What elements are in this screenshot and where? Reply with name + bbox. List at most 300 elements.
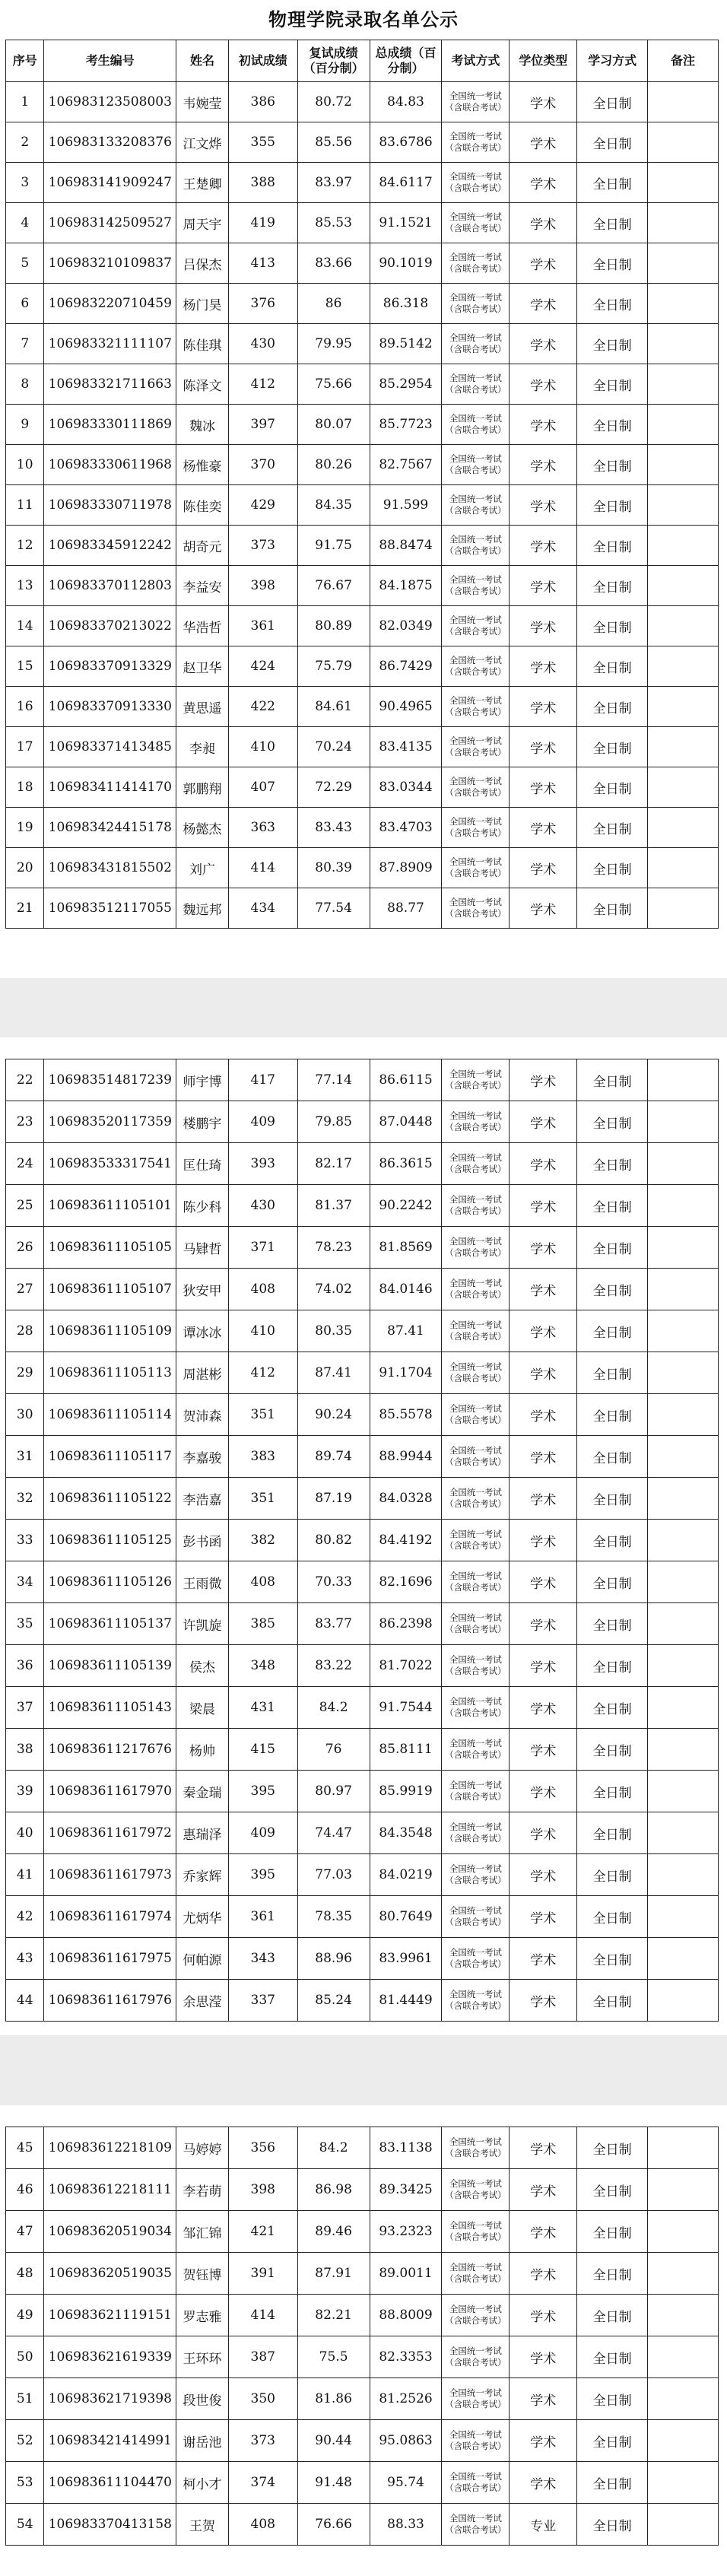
cell-no: 5 [6, 243, 44, 284]
cell-initial-score: 429 [228, 485, 297, 526]
cell-retest-score: 84.35 [297, 485, 370, 526]
cell-candidate-id: 106983621119151 [44, 2295, 176, 2336]
cell-retest-score: 80.26 [297, 445, 370, 485]
header-name: 姓名 [176, 40, 229, 82]
cell-exam-mode: 全国统一考试（含联合考试） [442, 284, 510, 324]
cell-candidate-id: 106983370413158 [44, 2504, 176, 2546]
cell-name: 尤炳华 [176, 1896, 229, 1938]
cell-degree-type: 学术 [510, 2295, 577, 2336]
cell-total-score: 82.1696 [370, 1561, 442, 1603]
cell-candidate-id: 106983611105139 [44, 1645, 176, 1687]
cell-total-score: 84.6117 [370, 163, 442, 203]
cell-study-mode: 全日制 [577, 122, 648, 163]
cell-note [648, 324, 719, 364]
cell-exam-mode: 全国统一考试（含联合考试） [442, 1310, 510, 1352]
cell-initial-score: 414 [228, 848, 297, 888]
cell-study-mode: 全日制 [577, 324, 648, 364]
cell-no: 44 [6, 1980, 44, 2022]
cell-note [648, 1520, 719, 1561]
cell-total-score: 84.83 [370, 82, 442, 122]
cell-degree-type: 学术 [510, 1729, 577, 1771]
cell-degree-type: 学术 [510, 687, 577, 727]
cell-no: 27 [6, 1269, 44, 1310]
cell-name: 王雨微 [176, 1561, 229, 1603]
cell-retest-score: 79.95 [297, 324, 370, 364]
cell-total-score: 88.33 [370, 2504, 442, 2546]
cell-exam-mode: 全国统一考试（含联合考试） [442, 1059, 510, 1101]
cell-no: 17 [6, 727, 44, 767]
cell-retest-score: 84.2 [297, 2127, 370, 2169]
cell-study-mode: 全日制 [577, 2211, 648, 2253]
cell-no: 51 [6, 2378, 44, 2420]
cell-study-mode: 全日制 [577, 1310, 648, 1352]
cell-no: 30 [6, 1394, 44, 1436]
cell-no: 35 [6, 1603, 44, 1645]
cell-initial-score: 412 [228, 364, 297, 405]
cell-initial-score: 337 [228, 1980, 297, 2022]
cell-name: 周天宇 [176, 203, 229, 243]
cell-initial-score: 385 [228, 1603, 297, 1645]
table-row [6, 888, 719, 929]
cell-retest-score: 85.56 [297, 122, 370, 163]
cell-retest-score: 70.24 [297, 727, 370, 767]
cell-no: 38 [6, 1729, 44, 1771]
cell-study-mode: 全日制 [577, 405, 648, 445]
cell-note [648, 767, 719, 808]
cell-name: 郭鹏翔 [176, 767, 229, 808]
cell-total-score: 80.7649 [370, 1896, 442, 1938]
cell-note [648, 284, 719, 324]
cell-candidate-id: 106983611105117 [44, 1436, 176, 1478]
cell-total-score: 87.41 [370, 1310, 442, 1352]
cell-exam-mode: 全国统一考试（含联合考试） [442, 122, 510, 163]
cell-exam-mode: 全国统一考试（含联合考试） [442, 82, 510, 122]
cell-name: 彭书函 [176, 1520, 229, 1561]
cell-retest-score: 82.21 [297, 2295, 370, 2336]
cell-candidate-id: 106983133208376 [44, 122, 176, 163]
cell-total-score: 83.9961 [370, 1938, 442, 1980]
cell-exam-mode: 全国统一考试（含联合考试） [442, 485, 510, 526]
cell-study-mode: 全日制 [577, 2378, 648, 2420]
cell-study-mode: 全日制 [577, 1352, 648, 1394]
table-row [6, 606, 719, 646]
cell-study-mode: 全日制 [577, 848, 648, 888]
cell-no: 21 [6, 888, 44, 929]
cell-retest-score: 75.5 [297, 2336, 370, 2378]
cell-candidate-id: 106983411414170 [44, 767, 176, 808]
cell-initial-score: 386 [228, 82, 297, 122]
cell-retest-score: 87.19 [297, 1478, 370, 1520]
cell-name: 黄思遥 [176, 687, 229, 727]
cell-note [648, 364, 719, 405]
cell-retest-score: 81.37 [297, 1185, 370, 1227]
cell-degree-type: 学术 [510, 1645, 577, 1687]
cell-no: 50 [6, 2336, 44, 2378]
cell-initial-score: 434 [228, 888, 297, 929]
cell-degree-type: 学术 [510, 1938, 577, 1980]
cell-degree-type: 学术 [510, 1603, 577, 1645]
cell-note [648, 2378, 719, 2420]
cell-candidate-id: 106983612218111 [44, 2169, 176, 2211]
cell-name: 秦金瑞 [176, 1771, 229, 1812]
cell-initial-score: 391 [228, 2253, 297, 2295]
cell-exam-mode: 全国统一考试（含联合考试） [442, 727, 510, 767]
cell-study-mode: 全日制 [577, 2336, 648, 2378]
cell-exam-mode: 全国统一考试（含联合考试） [442, 2504, 510, 2546]
table-row [6, 1938, 719, 1980]
cell-total-score: 89.3425 [370, 2169, 442, 2211]
cell-no: 22 [6, 1059, 44, 1101]
cell-note [648, 848, 719, 888]
cell-candidate-id: 106983611105113 [44, 1352, 176, 1394]
cell-degree-type: 学术 [510, 1059, 577, 1101]
cell-initial-score: 382 [228, 1520, 297, 1561]
cell-no: 12 [6, 526, 44, 566]
cell-total-score: 81.8569 [370, 1227, 442, 1269]
cell-study-mode: 全日制 [577, 2462, 648, 2504]
cell-initial-score: 355 [228, 122, 297, 163]
cell-study-mode: 全日制 [577, 767, 648, 808]
cell-total-score: 95.0863 [370, 2420, 442, 2462]
cell-no: 8 [6, 364, 44, 405]
cell-note [648, 1352, 719, 1394]
cell-total-score: 81.2526 [370, 2378, 442, 2420]
cell-initial-score: 414 [228, 2295, 297, 2336]
table-row [6, 122, 719, 163]
cell-total-score: 95.74 [370, 2462, 442, 2504]
cell-retest-score: 74.47 [297, 1812, 370, 1854]
cell-retest-score: 80.89 [297, 606, 370, 646]
cell-candidate-id: 106983611105114 [44, 1394, 176, 1436]
cell-exam-mode: 全国统一考试（含联合考试） [442, 1352, 510, 1394]
cell-initial-score: 413 [228, 243, 297, 284]
cell-study-mode: 全日制 [577, 1269, 648, 1310]
cell-initial-score: 421 [228, 2211, 297, 2253]
cell-exam-mode: 全国统一考试（含联合考试） [442, 767, 510, 808]
cell-initial-score: 419 [228, 203, 297, 243]
cell-initial-score: 409 [228, 1812, 297, 1854]
cell-study-mode: 全日制 [577, 808, 648, 848]
cell-degree-type: 学术 [510, 1771, 577, 1812]
cell-name: 惠瑞泽 [176, 1812, 229, 1854]
cell-candidate-id: 106983431815502 [44, 848, 176, 888]
header-id: 考生编号 [44, 40, 176, 82]
cell-total-score: 88.77 [370, 888, 442, 929]
cell-retest-score: 84.61 [297, 687, 370, 727]
cell-note [648, 2211, 719, 2253]
cell-degree-type: 学术 [510, 727, 577, 767]
cell-name: 陈佳琪 [176, 324, 229, 364]
cell-candidate-id: 106983330611968 [44, 445, 176, 485]
cell-candidate-id: 106983514817239 [44, 1059, 176, 1101]
cell-name: 侯杰 [176, 1645, 229, 1687]
cell-initial-score: 431 [228, 1687, 297, 1729]
cell-exam-mode: 全国统一考试（含联合考试） [442, 2295, 510, 2336]
cell-degree-type: 学术 [510, 324, 577, 364]
cell-note [648, 1561, 719, 1603]
cell-no: 42 [6, 1896, 44, 1938]
cell-total-score: 85.5578 [370, 1394, 442, 1436]
cell-initial-score: 430 [228, 324, 297, 364]
header-no: 序号 [6, 40, 44, 82]
cell-study-mode: 全日制 [577, 1980, 648, 2022]
cell-candidate-id: 106983611105101 [44, 1185, 176, 1227]
table-row [6, 566, 719, 606]
cell-name: 乔家辉 [176, 1854, 229, 1896]
cell-retest-score: 72.29 [297, 767, 370, 808]
table-row [6, 1520, 719, 1561]
cell-degree-type: 学术 [510, 1310, 577, 1352]
table-row [6, 848, 719, 888]
cell-study-mode: 全日制 [577, 1603, 648, 1645]
cell-candidate-id: 106983611617972 [44, 1812, 176, 1854]
cell-no: 48 [6, 2253, 44, 2295]
cell-name: 许凯旋 [176, 1603, 229, 1645]
cell-degree-type: 学术 [510, 2420, 577, 2462]
cell-name: 魏冰 [176, 405, 229, 445]
cell-initial-score: 408 [228, 1269, 297, 1310]
table-row [6, 1771, 719, 1812]
cell-study-mode: 全日制 [577, 82, 648, 122]
cell-degree-type: 学术 [510, 1227, 577, 1269]
table-row [6, 808, 719, 848]
table-row [6, 1310, 719, 1352]
cell-no: 37 [6, 1687, 44, 1729]
cell-no: 16 [6, 687, 44, 727]
cell-total-score: 82.7567 [370, 445, 442, 485]
cell-degree-type: 学术 [510, 1394, 577, 1436]
cell-note [648, 405, 719, 445]
table-row [6, 1185, 719, 1227]
table-row [6, 1980, 719, 2022]
cell-total-score: 89.5142 [370, 324, 442, 364]
table-row [6, 1436, 719, 1478]
cell-study-mode: 全日制 [577, 2127, 648, 2169]
cell-degree-type: 学术 [510, 1185, 577, 1227]
cell-exam-mode: 全国统一考试（含联合考试） [442, 2378, 510, 2420]
cell-degree-type: 学术 [510, 808, 577, 848]
cell-candidate-id: 106983620519034 [44, 2211, 176, 2253]
cell-name: 贺沛森 [176, 1394, 229, 1436]
cell-exam-mode: 全国统一考试（含联合考试） [442, 243, 510, 284]
cell-name: 杨懿杰 [176, 808, 229, 848]
cell-initial-score: 407 [228, 767, 297, 808]
header-exam: 考试方式 [442, 40, 510, 82]
cell-note [648, 2420, 719, 2462]
cell-total-score: 84.0219 [370, 1854, 442, 1896]
cell-exam-mode: 全国统一考试（含联合考试） [442, 1938, 510, 1980]
cell-initial-score: 387 [228, 2336, 297, 2378]
cell-degree-type: 学术 [510, 2127, 577, 2169]
cell-total-score: 88.8474 [370, 526, 442, 566]
cell-note [648, 888, 719, 929]
cell-candidate-id: 106983345912242 [44, 526, 176, 566]
cell-note [648, 485, 719, 526]
cell-retest-score: 89.74 [297, 1436, 370, 1478]
cell-exam-mode: 全国统一考试（含联合考试） [442, 1812, 510, 1854]
cell-study-mode: 全日制 [577, 1812, 648, 1854]
header-degree: 学位类型 [510, 40, 577, 82]
table-row [6, 2211, 719, 2253]
cell-study-mode: 全日制 [577, 163, 648, 203]
cell-study-mode: 全日制 [577, 566, 648, 606]
cell-initial-score: 430 [228, 1185, 297, 1227]
cell-total-score: 86.3615 [370, 1143, 442, 1185]
cell-degree-type: 学术 [510, 445, 577, 485]
cell-name: 华浩哲 [176, 606, 229, 646]
cell-total-score: 84.0146 [370, 1269, 442, 1310]
cell-name: 陈泽文 [176, 364, 229, 405]
cell-retest-score: 82.17 [297, 1143, 370, 1185]
cell-study-mode: 全日制 [577, 1645, 648, 1687]
cell-initial-score: 408 [228, 2504, 297, 2546]
cell-exam-mode: 全国统一考试（含联合考试） [442, 1603, 510, 1645]
cell-study-mode: 全日制 [577, 646, 648, 687]
cell-retest-score: 79.85 [297, 1101, 370, 1143]
table-row [6, 2295, 719, 2336]
cell-degree-type: 学术 [510, 1352, 577, 1394]
cell-name: 王贺 [176, 2504, 229, 2546]
cell-study-mode: 全日制 [577, 687, 648, 727]
cell-no: 39 [6, 1771, 44, 1812]
cell-exam-mode: 全国统一考试（含联合考试） [442, 203, 510, 243]
cell-study-mode: 全日制 [577, 1478, 648, 1520]
cell-total-score: 84.4192 [370, 1520, 442, 1561]
cell-initial-score: 373 [228, 2420, 297, 2462]
cell-no: 29 [6, 1352, 44, 1394]
cell-exam-mode: 全国统一考试（含联合考试） [442, 1394, 510, 1436]
cell-degree-type: 学术 [510, 2253, 577, 2295]
cell-name: 陈少科 [176, 1185, 229, 1227]
table-row [6, 284, 719, 324]
cell-initial-score: 383 [228, 1436, 297, 1478]
header-retest: 复试成绩（百分制） [297, 40, 370, 82]
cell-exam-mode: 全国统一考试（含联合考试） [442, 1478, 510, 1520]
cell-exam-mode: 全国统一考试（含联合考试） [442, 1854, 510, 1896]
table-row [6, 364, 719, 405]
cell-total-score: 87.8909 [370, 848, 442, 888]
header-total: 总成绩（百分制） [370, 40, 442, 82]
cell-degree-type: 学术 [510, 1980, 577, 2022]
cell-total-score: 90.1019 [370, 243, 442, 284]
cell-candidate-id: 106983611104470 [44, 2462, 176, 2504]
table-header-row [6, 40, 719, 82]
table-row [6, 1854, 719, 1896]
cell-initial-score: 408 [228, 1561, 297, 1603]
cell-total-score: 86.318 [370, 284, 442, 324]
cell-note [648, 1394, 719, 1436]
cell-total-score: 88.8009 [370, 2295, 442, 2336]
cell-retest-score: 83.22 [297, 1645, 370, 1687]
cell-note [648, 1854, 719, 1896]
cell-exam-mode: 全国统一考试（含联合考试） [442, 1687, 510, 1729]
table-row [6, 1227, 719, 1269]
cell-note [648, 727, 719, 767]
cell-note [648, 1310, 719, 1352]
cell-total-score: 83.4703 [370, 808, 442, 848]
page-title: 物理学院录取名单公示 [268, 8, 459, 30]
cell-initial-score: 343 [228, 1938, 297, 1980]
cell-initial-score: 351 [228, 1394, 297, 1436]
cell-degree-type: 学术 [510, 606, 577, 646]
cell-exam-mode: 全国统一考试（含联合考试） [442, 445, 510, 485]
cell-study-mode: 全日制 [577, 888, 648, 929]
cell-exam-mode: 全国统一考试（含联合考试） [442, 2462, 510, 2504]
cell-degree-type: 学术 [510, 566, 577, 606]
cell-no: 53 [6, 2462, 44, 2504]
table-row [6, 687, 719, 727]
cell-retest-score: 80.97 [297, 1771, 370, 1812]
cell-degree-type: 学术 [510, 1520, 577, 1561]
cell-initial-score: 348 [228, 1645, 297, 1687]
cell-retest-score: 70.33 [297, 1561, 370, 1603]
cell-candidate-id: 106983611217676 [44, 1729, 176, 1771]
cell-no: 1 [6, 82, 44, 122]
cell-note [648, 1185, 719, 1227]
cell-candidate-id: 106983330111869 [44, 405, 176, 445]
table-row [6, 2504, 719, 2546]
cell-exam-mode: 全国统一考试（含联合考试） [442, 526, 510, 566]
cell-retest-score: 86 [297, 284, 370, 324]
cell-no: 33 [6, 1520, 44, 1561]
cell-candidate-id: 106983621619339 [44, 2336, 176, 2378]
cell-candidate-id: 106983611617975 [44, 1938, 176, 1980]
cell-degree-type: 学术 [510, 1896, 577, 1938]
cell-no: 23 [6, 1101, 44, 1143]
cell-exam-mode: 全国统一考试（含联合考试） [442, 1520, 510, 1561]
cell-no: 31 [6, 1436, 44, 1478]
cell-exam-mode: 全国统一考试（含联合考试） [442, 1771, 510, 1812]
cell-candidate-id: 106983141909247 [44, 163, 176, 203]
cell-name: 梁晨 [176, 1687, 229, 1729]
header-study: 学习方式 [577, 40, 648, 82]
cell-note [648, 687, 719, 727]
table-row [6, 324, 719, 364]
cell-study-mode: 全日制 [577, 1896, 648, 1938]
cell-candidate-id: 106983611105137 [44, 1603, 176, 1645]
cell-total-score: 83.1138 [370, 2127, 442, 2169]
cell-initial-score: 376 [228, 284, 297, 324]
cell-note [648, 1980, 719, 2022]
cell-total-score: 86.2398 [370, 1603, 442, 1645]
cell-retest-score: 85.24 [297, 1980, 370, 2022]
cell-initial-score: 361 [228, 1896, 297, 1938]
cell-retest-score: 87.91 [297, 2253, 370, 2295]
cell-candidate-id: 106983370213022 [44, 606, 176, 646]
admission-table-1 [5, 40, 719, 929]
cell-candidate-id: 106983421414991 [44, 2420, 176, 2462]
cell-candidate-id: 106983123508003 [44, 82, 176, 122]
cell-no: 34 [6, 1561, 44, 1603]
cell-degree-type: 学术 [510, 1854, 577, 1896]
cell-initial-score: 374 [228, 2462, 297, 2504]
cell-total-score: 84.3548 [370, 1812, 442, 1854]
cell-name: 韦婉莹 [176, 82, 229, 122]
cell-no: 24 [6, 1143, 44, 1185]
cell-exam-mode: 全国统一考试（含联合考试） [442, 163, 510, 203]
cell-candidate-id: 106983611617976 [44, 1980, 176, 2022]
cell-total-score: 83.6786 [370, 122, 442, 163]
cell-retest-score: 88.96 [297, 1938, 370, 1980]
cell-degree-type: 学术 [510, 122, 577, 163]
cell-candidate-id: 106983210109837 [44, 243, 176, 284]
cell-degree-type: 学术 [510, 1561, 577, 1603]
cell-degree-type: 学术 [510, 848, 577, 888]
cell-study-mode: 全日制 [577, 2169, 648, 2211]
cell-no: 19 [6, 808, 44, 848]
table-row [6, 767, 719, 808]
cell-name: 马肄哲 [176, 1227, 229, 1269]
